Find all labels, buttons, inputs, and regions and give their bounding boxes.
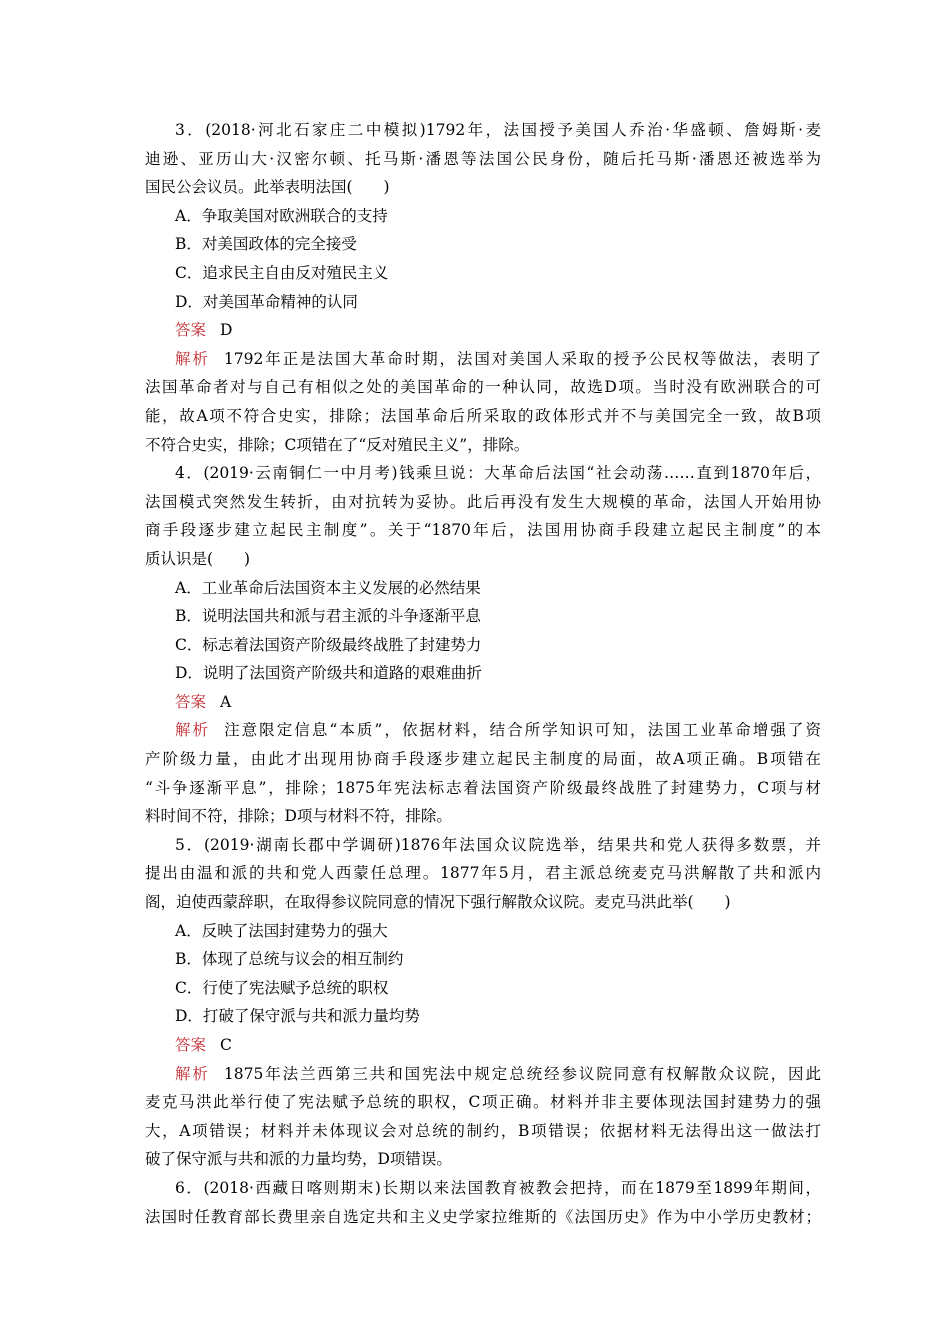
analysis-text-line: 料时间不符，排除；D项与材料不符，排除。 xyxy=(145,807,452,826)
answer-value: A xyxy=(220,692,232,711)
question-5 xyxy=(145,831,821,1174)
analysis-text-line: 能，故A项不符合史实，排除；法国革命后所采取的政体形式并不与美国完全一致，故B项 xyxy=(145,406,821,425)
analysis-label: 解析 xyxy=(175,721,211,740)
analysis-text-line: 大，A项错误；材料并未体现议会对总统的制约，B项错误；依据材料无法得出这一做法打 xyxy=(145,1121,821,1140)
option-c: C．追求民主自由反对殖民主义 xyxy=(175,263,389,282)
option-a: A．工业革命后法国资本主义发展的必然结果 xyxy=(175,578,481,597)
answer-label: 答案 xyxy=(175,321,207,340)
analysis-label: 解析 xyxy=(175,1064,210,1083)
question-text-line: 法国模式突然发生转折，由对抗转为妥协。此后再没有发生大规模的革命，法国人开始用协 xyxy=(145,492,821,511)
answer-label: 答案 xyxy=(175,1036,207,1054)
question-text-line: 6．(2018·西藏日喀则期末)长期以来法国教育被教会把持，而在1879至1899年期间， xyxy=(175,1178,821,1197)
option-b: B．对美国政体的完全接受 xyxy=(175,235,357,254)
analysis-label: 解析 xyxy=(175,349,210,368)
question-text-line: 4．(2019·云南铜仁一中月考)钱乘旦说：大革命后法国“社会动荡……直到1870年后， xyxy=(175,464,821,483)
question-text-line: 阁，迫使西蒙辞职，在取得参议院同意的情况下强行解散众议院。麦克马洪此举( ) xyxy=(145,893,731,912)
question-4 xyxy=(145,459,821,831)
question-text-line: 5．(2019·湖南长郡中学调研)1876年法国众议院选举，结果共和党人获得多数票，并 xyxy=(175,835,821,854)
option-b: B．说明法国共和派与君主派的斗争逐渐平息 xyxy=(175,607,481,626)
option-d: D．说明了法国资产阶级共和道路的艰难曲折 xyxy=(175,664,482,683)
document-page xyxy=(145,116,821,1231)
analysis-text-line: 产阶级力量，由此才出现用协商手段逐步建立起民主制度的局面，故A项正确。B项错在 xyxy=(145,750,821,769)
analysis-line xyxy=(145,345,821,374)
question-text-line: 提出由温和派的共和党人西蒙任总理。1877年5月，君主派总统麦克马洪解散了共和派内 xyxy=(145,864,821,883)
question-text-line: 3．(2018·河北石家庄二中模拟)1792年，法国授予美国人乔治·华盛顿、詹姆斯·麦 xyxy=(175,121,821,139)
question-text-line: 商手段逐步建立起民主制度”。关于“1870年后，法国用协商手段建立起民主制度”的本 xyxy=(145,521,821,540)
answer-line xyxy=(145,1031,821,1060)
analysis-line xyxy=(145,716,821,745)
question-text-line: 迪逊、亚历山大·汉密尔顿、托马斯·潘恩等法国公民身份，随后托马斯·潘恩还被选举为 xyxy=(145,149,821,168)
question-text-line: 质认识是( ) xyxy=(145,549,251,568)
option-a: A．争取美国对欧洲联合的支持 xyxy=(175,206,388,225)
answer-value: D xyxy=(220,321,233,340)
analysis-text: 1875年法兰西第三共和国宪法中规定总统经参议院同意有权解散众议院，因此 xyxy=(223,1064,821,1083)
option-c: C．标志着法国资产阶级最终战胜了封建势力 xyxy=(175,635,482,654)
answer-line xyxy=(145,688,821,717)
option-b: B．体现了总统与议会的相互制约 xyxy=(175,950,404,969)
answer-value: C xyxy=(220,1036,232,1054)
question-3 xyxy=(145,116,821,459)
option-a: A．反映了法国封建势力的强大 xyxy=(175,921,388,940)
option-d: D．对美国革命精神的认同 xyxy=(175,292,358,311)
analysis-text-line: 麦克马洪此举行使了宪法赋予总统的职权，C项正确。材料并非主要体现法国封建势力的强 xyxy=(145,1093,821,1112)
analysis-line xyxy=(145,1060,821,1089)
analysis-text-line: 破了保守派与共和派的力量均势，D项错误。 xyxy=(145,1150,452,1169)
analysis-text-line: 不符合史实，排除；C项错在了“反对殖民主义”，排除。 xyxy=(145,435,530,454)
answer-label: 答案 xyxy=(175,692,207,711)
question-text-line: 法国时任教育部长费里亲自选定共和主义史学家拉维斯的《法国历史》作为中小学历史教材； xyxy=(145,1207,821,1226)
analysis-text: 1792年正是法国大革命时期，法国对美国人采取的授予公民权等做法，表明了 xyxy=(223,349,821,368)
option-c: C．行使了宪法赋予总统的职权 xyxy=(175,978,389,997)
question-6 xyxy=(145,1174,821,1231)
analysis-text-line: 法国革命者对与自己有相似之处的美国革命的一种认同，故选D项。当时没有欧洲联合的可 xyxy=(145,378,821,397)
analysis-text-line: “斗争逐渐平息”，排除；1875年宪法标志着法国资产阶级最终战胜了封建势力，C项与材 xyxy=(145,778,821,797)
option-d: D．打破了保守派与共和派力量均势 xyxy=(175,1007,420,1026)
analysis-text: 注意限定信息“本质”，依据材料，结合所学知识可知，法国工业革命增强了资 xyxy=(224,721,821,740)
answer-line xyxy=(145,316,821,345)
question-text-line: 国民公会议员。此举表明法国( ) xyxy=(145,178,390,197)
